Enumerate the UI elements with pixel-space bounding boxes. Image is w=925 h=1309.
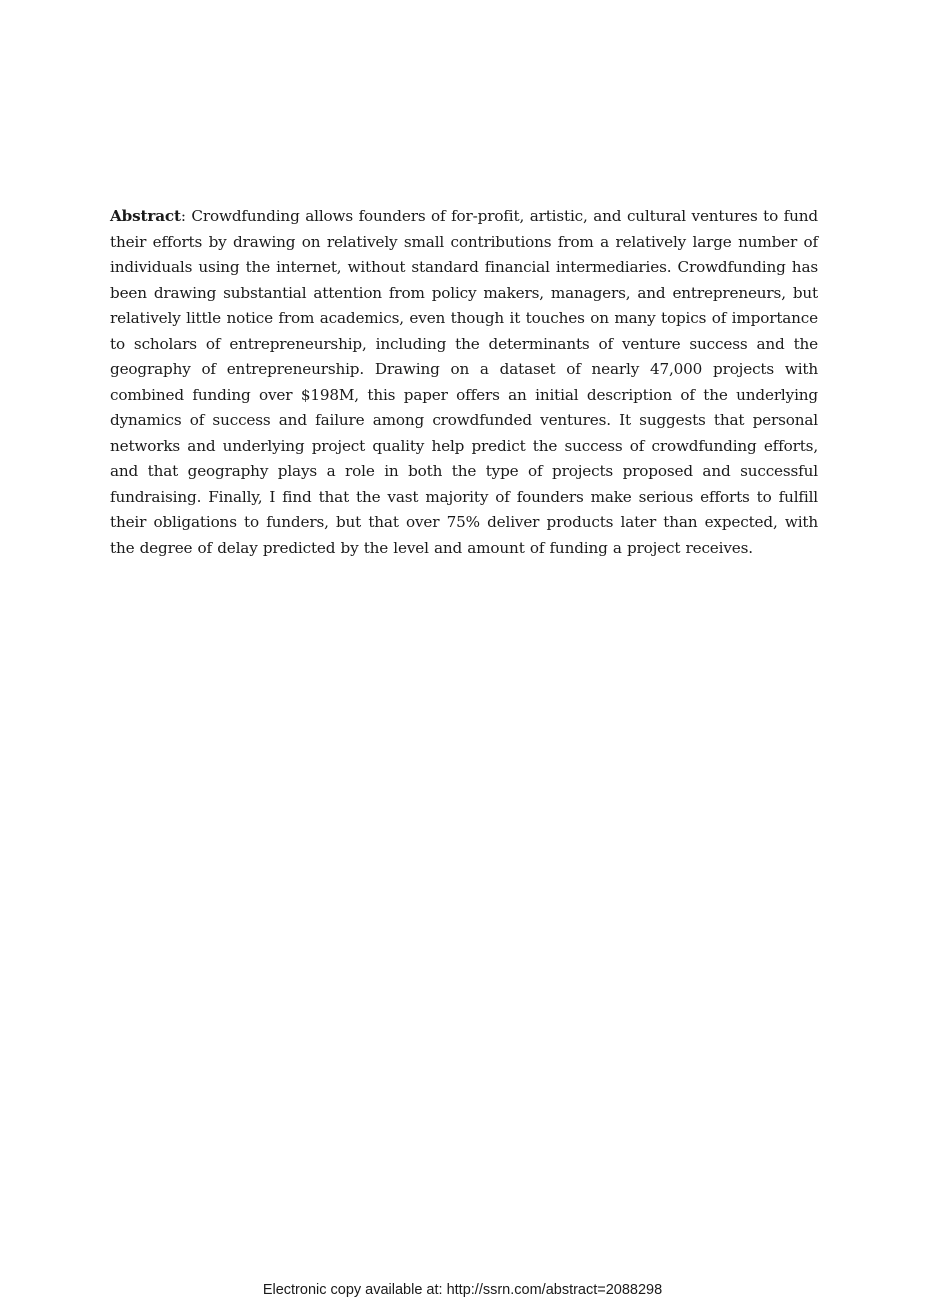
ssrn-footer: Electronic copy available at: http://ssrn.com/abstract=2088298	[262, 1282, 663, 1298]
abstract-separator: :	[180, 207, 192, 225]
abstract-label: Abstract	[110, 207, 181, 225]
abstract-text: Crowdfunding allows founders of for-profit, artistic, and cultural ventures to fund their efforts by drawing on relatively small contributions from a relatively large number of individuals using the internet, without standard financial intermediaries. Crowdfunding has been drawing substantial attention from policy makers, managers, and entrepreneurs, but relatively little notice from academics, even though it touches on many topics of importance to scholars of entrepreneurship, including the determinants of venture success and the geography of entrepreneurship. Drawing on a dataset of nearly 47,000 projects with combined funding over $198M, this paper offers an initial description of the underlying dynamics of success and failure among crowdfunded ventures. It suggests that personal networks and underlying project quality help predict the success of crowdfunding efforts, and that geography plays a role in both the type of projects proposed and successful fundraising. Finally, I find that the vast majority of founders make serious efforts to fulfill their obligations to funders, but that over 75% deliver products later than expected, with the degree of delay predicted by the level and amount of funding a project receives.	[110, 207, 818, 557]
abstract-paragraph	[110, 204, 818, 561]
